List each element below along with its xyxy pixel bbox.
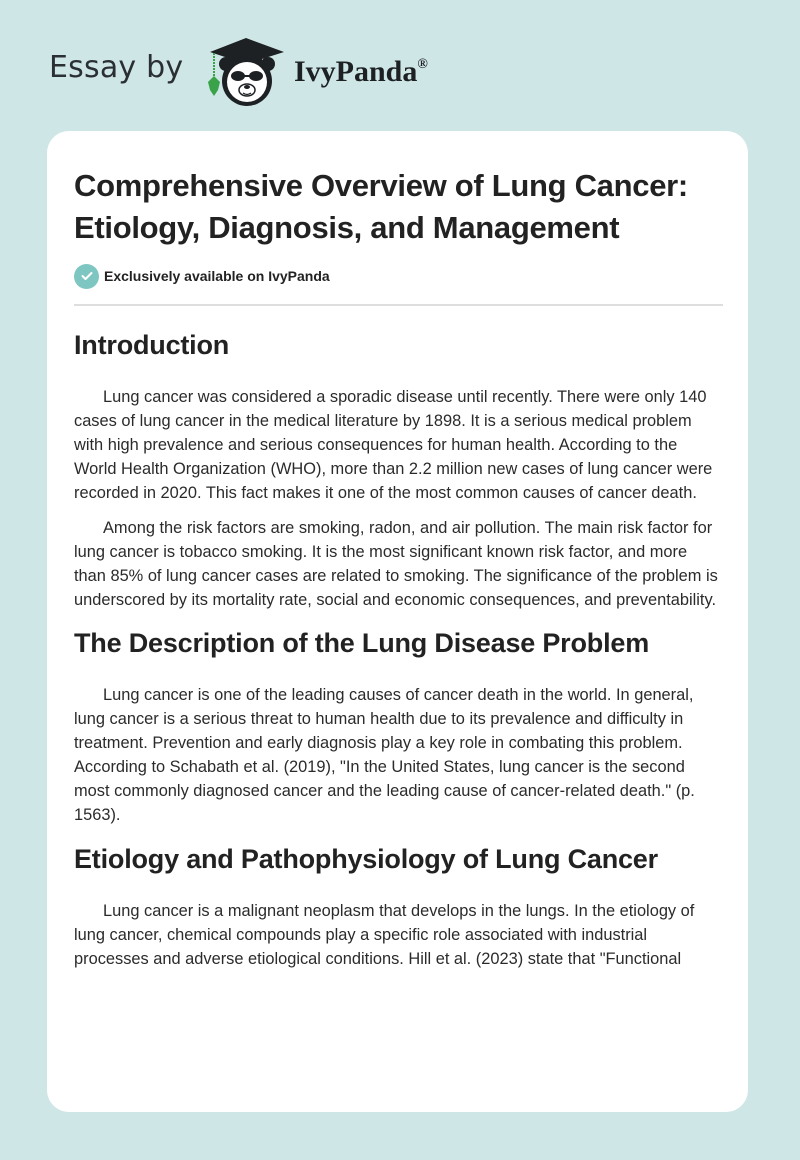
- divider: [74, 304, 723, 306]
- paragraph: Lung cancer was considered a sporadic disease until recently. There were only 140 cases of lung cancer in the medical literature by 1898. It is a serious medical problem with high prevalence and serious consequences for human health. According to the World Health Organization (WHO), more than 2.2 million new cases of lung cancer were recorded in 2020. This fact makes it one of the most common causes of cancer death.: [74, 388, 713, 502]
- exclusive-badge: [74, 263, 723, 289]
- check-circle-icon: [74, 264, 99, 289]
- brand-name[interactable]: [294, 55, 428, 89]
- section-heading: The Description of the Lung Disease Problem: [74, 628, 649, 658]
- paragraph: Among the risk factors are smoking, radon, and air pollution. The main risk factor for lung cancer is tobacco smoking. It is the most significant known risk factor, and more than 85% of lung cancer cases are related to smoking. The significance of the problem is underscored by its mortality rate, social and economic consequences, and preventability.: [74, 519, 718, 609]
- site-header: [0, 0, 800, 130]
- brand-text: IvyPanda: [294, 55, 418, 88]
- section-heading: Etiology and Pathophysiology of Lung Cancer: [74, 844, 658, 874]
- section-heading: Introduction: [74, 330, 230, 360]
- section-etiology: [74, 842, 723, 971]
- essay-by-label: Essay by: [49, 50, 184, 85]
- essay-content: [74, 165, 723, 971]
- registered-mark: ®: [417, 57, 428, 72]
- section-introduction: [74, 328, 723, 612]
- badge-text: Exclusively available on IvyPanda: [104, 268, 330, 284]
- paragraph: Lung cancer is one of the leading causes of cancer death in the world. In general, lung cancer is a serious threat to human health due to its prevalence and difficulty in treatment. Prevention and early diagnosis play a key role in combating this problem. According to Schabath et al. (2019), "In the United States, lung cancer is the second most commonly diagnosed cancer and the leading cause of cancer-related death." (p. 1563).: [74, 686, 695, 824]
- paragraph: Lung cancer is a malignant neoplasm that develops in the lungs. In the etiology of lung cancer, chemical compounds play a specific role associated with industrial processes and adverse etiological conditions. Hill et al. (2023) state that "Functional: [74, 902, 695, 968]
- section-description: [74, 626, 723, 827]
- essay-title: Comprehensive Overview of Lung Cancer: Etiology, Diagnosis, and Management: [74, 168, 688, 245]
- panda-logo-icon[interactable]: [200, 36, 292, 108]
- essay-card: [47, 131, 748, 1112]
